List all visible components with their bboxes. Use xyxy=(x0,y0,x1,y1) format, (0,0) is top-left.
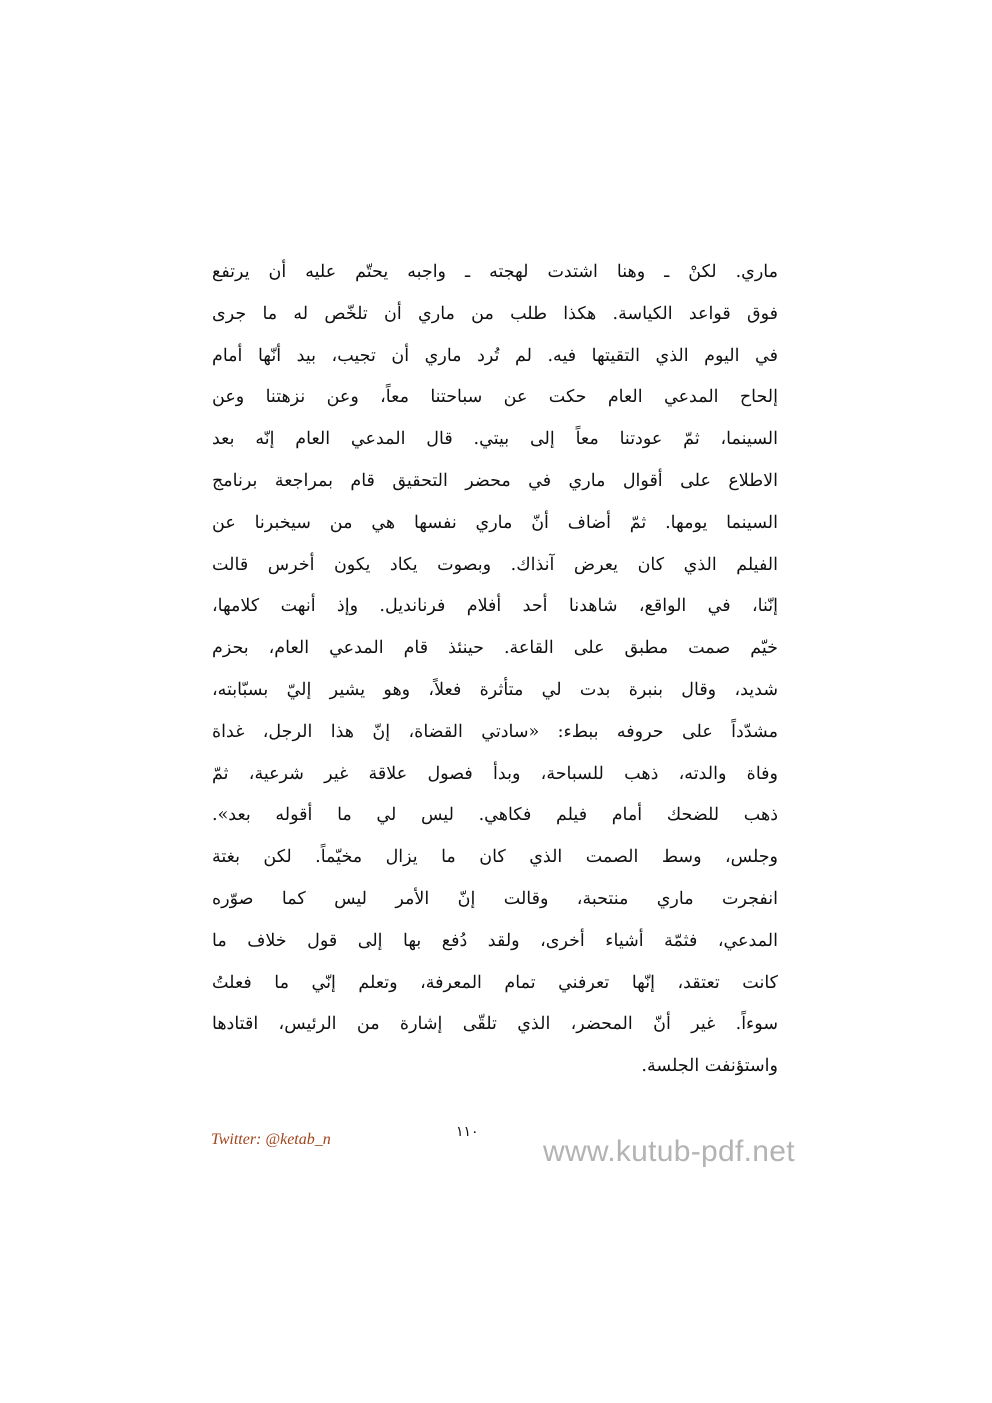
text-line: المدعي، فثمّة أشياء أخرى، ولقد دُفع بها إلى قول خلاف ما xyxy=(212,930,778,951)
text-line: ماري. لكنْ ـ وهنا اشتدت لهجته ـ واجبه يحتّم عليه أن يرتفع xyxy=(212,262,778,282)
text-line: سوءاً. غير أنّ المحضر، الذي تلقّى إشارة من الرئيس، اقتادها xyxy=(212,1014,778,1035)
twitter-handle: Twitter: @ketab_n xyxy=(211,1131,331,1148)
text-line: شديد، وقال بنبرة بدت لي متأثرة فعلاً، وهو يشير إليّ بسبّابته، xyxy=(212,679,778,700)
text-line: الاطلاع على أقوال ماري في محضر التحقيق قام بمراجعة برنامج xyxy=(212,470,778,491)
text-line: السينما، ثمّ عودتنا معاً إلى بيتي. قال المدعي العام إنّه بعد xyxy=(212,429,778,450)
text-line: إنّنا، في الواقع، شاهدنا أحد أفلام فرنانديل. وإذ أنهت كلامها، xyxy=(212,596,778,617)
text-line: إلحاح المدعي العام حكت عن سباحتنا معاً، وعن نزهتنا وعن xyxy=(212,387,778,408)
text-line: وفاة والدته، ذهب للسباحة، وبدأ فصول علاقة غير شرعية، ثمّ xyxy=(212,763,778,784)
text-line: الفيلم الذي كان يعرض آنذاك. وبصوت يكاد يكون أخرس قالت xyxy=(212,554,778,575)
text-line: وجلس، وسط الصمت الذي كان ما يزال مخيّماً. لكن بغتة xyxy=(212,847,778,868)
body-text xyxy=(212,252,778,1088)
page-number: ١١٠ xyxy=(456,1124,479,1140)
text-line: انفجرت ماري منتحبة، وقالت إنّ الأمر ليس كما صوّره xyxy=(212,888,778,909)
text-line: كانت تعتقد، إنّها تعرفني تمام المعرفة، وتعلم إنّي ما فعلتُ xyxy=(212,972,778,993)
text-line: ذهب للضحك أمام فيلم فكاهي. ليس لي ما أقوله بعد». xyxy=(212,805,778,826)
text-line: السينما يومها. ثمّ أضاف أنّ ماري نفسها هي من سيخبرنا عن xyxy=(212,512,778,533)
text-line-last: واستؤنفت الجلسة. xyxy=(641,1056,778,1077)
text-line: في اليوم الذي التقيتها فيه. لم تُرد ماري أن تجيب، بيد أنّها أمام xyxy=(212,345,778,366)
text-line: خيّم صمت مطبق على القاعة. حينئذ قام المدعي العام، بحزم xyxy=(212,638,778,659)
website-watermark: www.kutub-pdf.net xyxy=(543,1135,795,1168)
text-line: فوق قواعد الكياسة. هكذا طلب من ماري أن تلخّص له ما جرى xyxy=(212,303,778,324)
text-line: مشدّداً على حروفه ببطء: «سادتي القضاة، إنّ هذا الرجل، غداة xyxy=(212,721,778,742)
